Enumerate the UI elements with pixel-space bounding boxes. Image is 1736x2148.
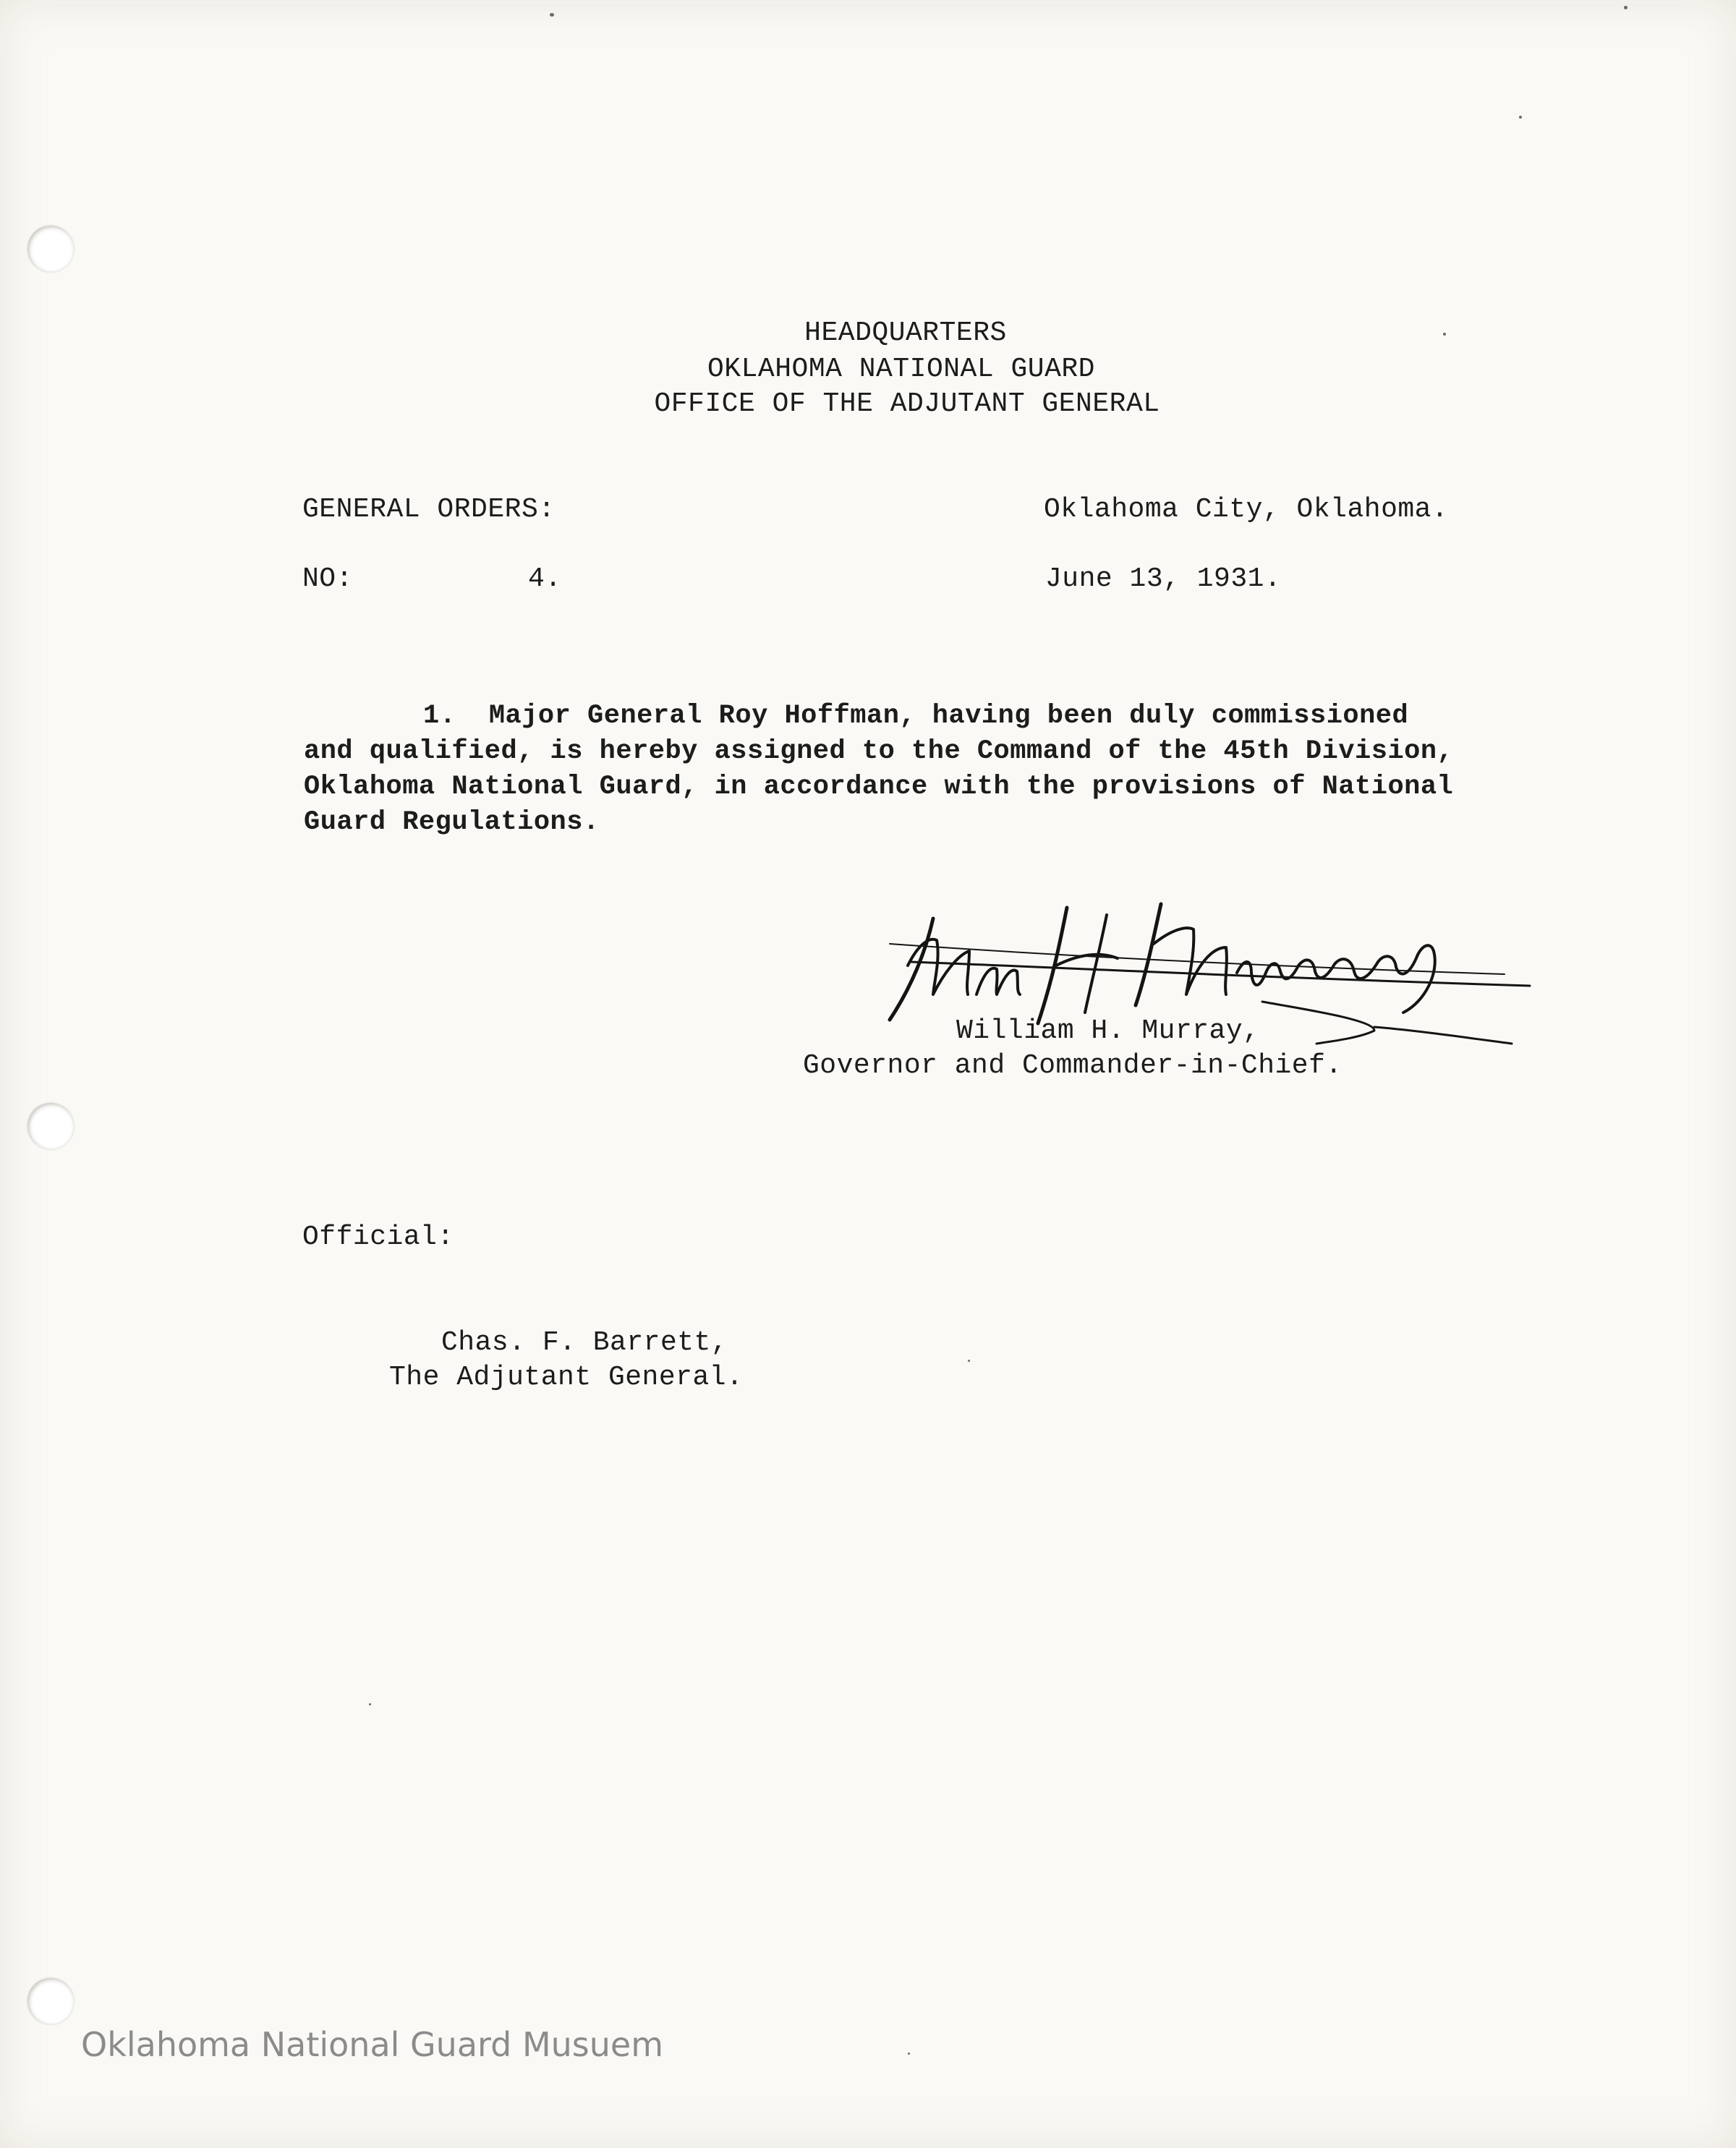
punch-hole-middle xyxy=(27,1103,74,1149)
paper-speck xyxy=(369,1703,371,1705)
header-headquarters: HEADQUARTERS xyxy=(804,317,1007,349)
museum-watermark: Oklahoma National Guard Musuem xyxy=(81,2025,664,2064)
punch-hole-top xyxy=(27,226,74,272)
body-line-2: and qualified, is hereby assigned to the Command of the 45th Division, xyxy=(304,736,1454,767)
punch-hole-bottom xyxy=(27,1978,74,2024)
official-title: The Adjutant General. xyxy=(389,1362,744,1393)
official-name: Chas. F. Barrett, xyxy=(441,1327,728,1358)
general-orders-label: GENERAL ORDERS: xyxy=(302,494,556,525)
signer-title: Governor and Commander-in-Chief. xyxy=(803,1050,1343,1081)
paper-speck xyxy=(1519,116,1522,119)
order-number-label: NO: xyxy=(302,563,353,594)
order-number-value: 4. xyxy=(528,563,562,594)
order-date: June 13, 1931. xyxy=(1045,563,1282,594)
paper-speck xyxy=(968,1360,970,1362)
body-line-3: Oklahoma National Guard, in accordance with the provisions of National xyxy=(304,772,1454,802)
body-line-1: 1. Major General Roy Hoffman, having been duly commissioned xyxy=(423,701,1409,731)
place-line: Oklahoma City, Oklahoma. xyxy=(1044,494,1449,525)
paper-speck xyxy=(550,13,554,17)
signer-name: William H. Murray, xyxy=(956,1015,1260,1047)
header-office: OFFICE OF THE ADJUTANT GENERAL xyxy=(654,388,1160,419)
official-label: Official: xyxy=(302,1222,454,1253)
paper-speck xyxy=(908,2053,910,2055)
paper-speck xyxy=(1624,6,1628,9)
body-line-4: Guard Regulations. xyxy=(304,807,600,838)
header-organization: OKLAHOMA NATIONAL GUARD xyxy=(707,354,1095,385)
